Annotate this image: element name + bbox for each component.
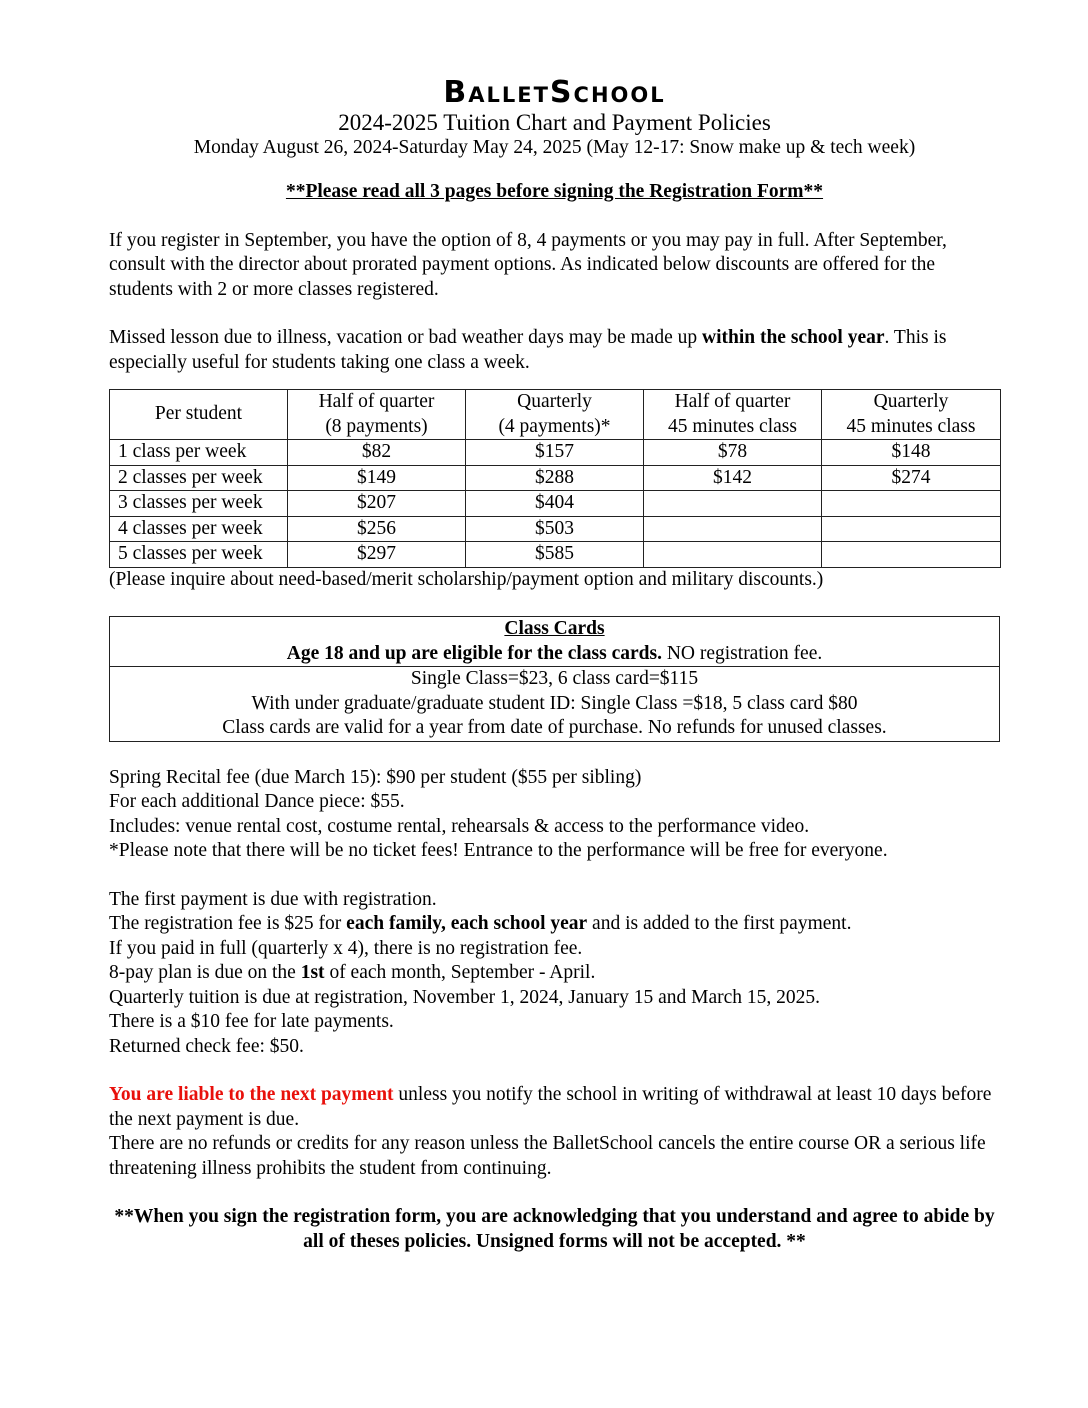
row-label: 4 classes per week [110,516,288,542]
ticket-note-line: *Please note that there will be no ticket fees! Entrance to the performance will be free for everyone. [109,840,888,861]
column-header: Quarterly (4 payments)* [466,390,644,440]
class-card-student-line: With under graduate/graduate student ID: Single Class =$18, 5 class card $80 [251,692,858,714]
price-cell: $78 [644,440,822,466]
price-cell: $585 [466,542,644,568]
registration-fee-line: The registration fee is $25 for each family, each school year and is added to the first payment. [109,913,852,934]
policy-page [109,75,1000,1254]
price-cell: $503 [466,516,644,542]
class-cards-body-row [110,667,1000,742]
tuition-table [109,389,1001,568]
scholarship-footnote: (Please inquire about need-based/merit scholarship/payment option and military discounts.) [109,568,824,590]
column-header: Half of quarter (8 payments) [288,390,466,440]
price-cell: $256 [288,516,466,542]
class-cards-header-cell [110,617,1000,667]
liability-paragraph [109,1083,1000,1132]
price-cell: $148 [822,440,1001,466]
makeup-text-after: . This is especially useful for students taking one class a week. [109,327,947,373]
additional-piece-line: For each additional Dance piece: $55. [109,791,405,812]
price-cell: $82 [288,440,466,466]
price-cell: $404 [466,491,644,517]
price-cell: $274 [822,465,1001,491]
payment-line: Quarterly tuition is due at registration, November 1, 2024, January 15 and March 15, 2025. [109,986,821,1008]
price-cell [822,491,1001,517]
school-name: BalletSchool [443,75,666,110]
recital-fee-line: Spring Recital fee (due March 15): $90 per student ($55 per sibling) [109,766,642,788]
table-row [110,516,1001,542]
row-label: 5 classes per week [110,542,288,568]
document-subtitle: 2024-2025 Tuition Chart and Payment Policies [338,110,771,135]
payment-line: If you paid in full (quarterly x 4), there is no registration fee. [109,937,583,959]
makeup-bold-text: within the school year [701,327,885,348]
table-row [110,491,1001,517]
school-year-dates: Monday August 26, 2024-Saturday May 24, 2025 (May 12-17: Snow make up & tech week) [193,137,916,158]
price-cell: $288 [466,465,644,491]
class-card-validity-line: Class cards are valid for a year from date of purchase. No refunds for unused classes. [222,717,887,738]
read-all-pages-notice: **Please read all 3 pages before signing the Registration Form** [285,181,824,202]
eligibility-text: NO registration fee. [661,642,823,664]
recital-section [109,766,1000,864]
class-cards-header-row [110,617,1000,667]
makeup-policy [109,326,1000,375]
refund-policy: There are no refunds or credits for any reason unless the BalletSchool cancels the entire course OR a serious life threatening illness prohibits the student from continuing. [109,1133,986,1179]
liability-section [109,1083,1000,1181]
liability-text: unless you notify the school in writing of withdrawal at least 10 days before the next payment is due. [109,1084,992,1130]
payment-section [109,888,1000,1060]
tuition-header-row [110,390,1001,440]
column-header: Quarterly 45 minutes class [822,390,1001,440]
payment-line: Returned check fee: $50. [109,1035,304,1057]
price-cell [644,542,822,568]
table-row [110,465,1001,491]
eight-pay-line: 8-pay plan is due on the 1st of each month, September - April. [109,962,596,983]
eligibility-bold-text: Age 18 and up are eligible for the class cards. [286,642,662,664]
row-label: 2 classes per week [110,465,288,491]
recital-includes-line: Includes: venue rental cost, costume rental, rehearsals & access to the performance video. [109,815,810,837]
makeup-text: Missed lesson due to illness, vacation or bad weather days may be made up [109,327,702,348]
price-cell [644,516,822,542]
price-cell: $207 [288,491,466,517]
price-cell [822,516,1001,542]
payment-line: The first payment is due with registration. [109,888,437,910]
table-row [110,542,1001,568]
class-cards-title: Class Cards [504,618,605,639]
class-card-price-line: Single Class=$23, 6 class card=$115 [410,668,699,689]
price-cell: $149 [288,465,466,491]
price-cell: $297 [288,542,466,568]
price-cell: $157 [466,440,644,466]
class-cards-body-cell [110,667,1000,742]
column-header: Half of quarter 45 minutes class [644,390,822,440]
price-cell [644,491,822,517]
payment-line: There is a $10 fee for late payments. [109,1011,394,1032]
registration-intro: If you register in September, you have the option of 8, 4 payments or you may pay in full. After September, consult with the director about prorated payment options. As indicated below discounts are offered for the students with 2 or more classes registered. [109,229,947,300]
class-cards-table [109,616,1000,742]
price-cell: $142 [644,465,822,491]
row-label: 3 classes per week [110,491,288,517]
column-header: Per student [110,390,288,440]
price-cell [822,542,1001,568]
table-row [110,440,1001,466]
class-cards-eligibility [112,642,997,667]
row-label: 1 class per week [110,440,288,466]
acknowledgement-notice: **When you sign the registration form, you are acknowledging that you understand and agree to abide by all of theses policies. Unsigned forms will not be accepted. ** [114,1206,995,1252]
liability-warning: You are liable to the next payment [109,1084,394,1105]
